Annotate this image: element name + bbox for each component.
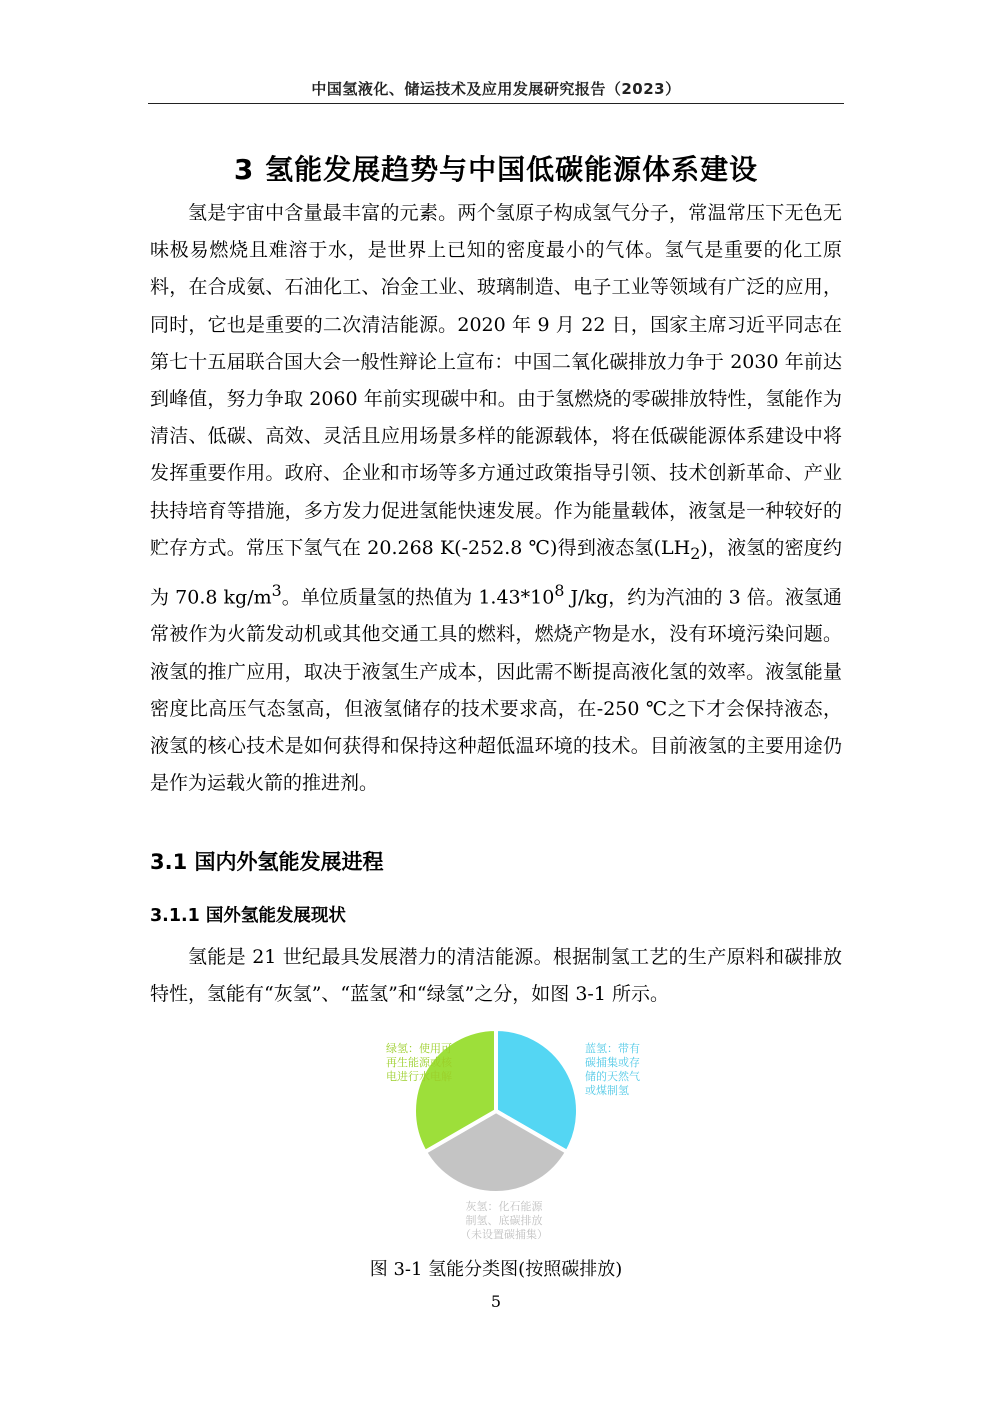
header-rule — [148, 103, 844, 104]
chapter-title: 3 氢能发展趋势与中国低碳能源体系建设 — [233, 153, 759, 186]
section-heading-3-1: 3.1 国内外氢能发展进程 — [150, 850, 384, 874]
blue-label-line-4: 或煤制氢 — [585, 1084, 629, 1097]
blue-label-line-2: 碳捕集或存 — [585, 1056, 640, 1069]
intro-text-part2: )，液氢的密度约为 70.8 kg/m — [150, 536, 842, 609]
gray-label-line-1: 灰氢：化石能源 — [465, 1200, 543, 1213]
green-label-line-1: 绿氢：使用可 — [386, 1042, 452, 1055]
gray-label-line-3: （未设置碳捕集） — [460, 1228, 548, 1241]
overview-paragraph: 氢能是 21 世纪最具发展潜力的清洁能源。根据制氢工艺的生产原料和碳排放特性，氢能有“灰氢”、“蓝氢”和“绿氢”之分，如图 3-1 所示。 — [150, 946, 842, 1006]
green-label-line-2: 再生能源或核 — [386, 1056, 452, 1069]
blue-label-line-3: 储的天然气 — [585, 1070, 640, 1083]
intro-text-part4: J/kg，约为汽油的 3 倍。液氢通常被作为火箭发动机或其他交通工具的燃料，燃烧产物是水，没有环境污染问题。液氢的推广应用，取决于液氢生产成本，因此需不断提高液化氢的效率。液氢能量密度比高压气态氢高，但液氢储存的技术要求高，在-250 ℃之下才会保持液态，液氢的核心技术是如何获得和保持这种超低温环境的技术。目前液氢的主要用途仍是作为运载火箭的推进剂。 — [150, 586, 842, 795]
section-heading-3-1-1: 3.1.1 国外氢能发展现状 — [150, 906, 346, 926]
page-number: 5 — [490, 1292, 502, 1311]
gray-label-line-2: 制氢、底碳排放 — [465, 1214, 543, 1227]
figure-caption: 图 3-1 氢能分类图(按照碳排放) — [369, 1259, 623, 1280]
intro-paragraph — [150, 195, 842, 802]
green-hydrogen-label — [340, 1042, 452, 1084]
intro-text-part1: 氢是宇宙中含量最丰富的元素。两个氢原子构成氢气分子，常温常压下无色无味极易燃烧且难溶于水，是世界上已知的密度最小的气体。氢气是重要的化工原料，在合成氨、石油化工、冶金工业、玻璃制造、电子工业等领域有广泛的应用，同时，它也是重要的二次清洁能源。2020 年 9 月 22 日，国家主席习近平同志在第七十五届联合国大会一般性辩论上宣布：中国二氧化碳排放力争于 2030 年前达到峰值，努力争取 2060 年前实现碳中和。由于氢燃烧的零碳排放特性，氢能作为清洁、低碳、高效、灵活且应用场景多样的能源载体，将在低碳能源体系建设中将发挥重要作用。政府、企业和市场等多方通过政策指导引领、技术创新革命、产业扶持培育等措施，多方发力促进氢能快速发展。作为能量载体，液氢是一种较好的贮存方式。常压下氢气在 20.268 K(-252.8 ℃)得到液态氢(LH — [150, 202, 842, 559]
hydrogen-classification-figure — [300, 1018, 700, 1248]
gray-hydrogen-label — [446, 1200, 562, 1242]
intro-text-part3: 。单位质量氢的热值为 1.43*10 — [281, 586, 555, 609]
running-header: 中国氢液化、储运技术及应用发展研究报告（2023） — [311, 80, 681, 98]
green-label-line-3: 电进行水电解 — [386, 1070, 452, 1083]
blue-label-line-1: 蓝氢：带有 — [585, 1042, 640, 1055]
superscript-3: 3 — [271, 580, 282, 600]
superscript-8: 8 — [554, 580, 565, 600]
subscript-2: 2 — [690, 543, 701, 563]
blue-hydrogen-label — [585, 1042, 640, 1098]
